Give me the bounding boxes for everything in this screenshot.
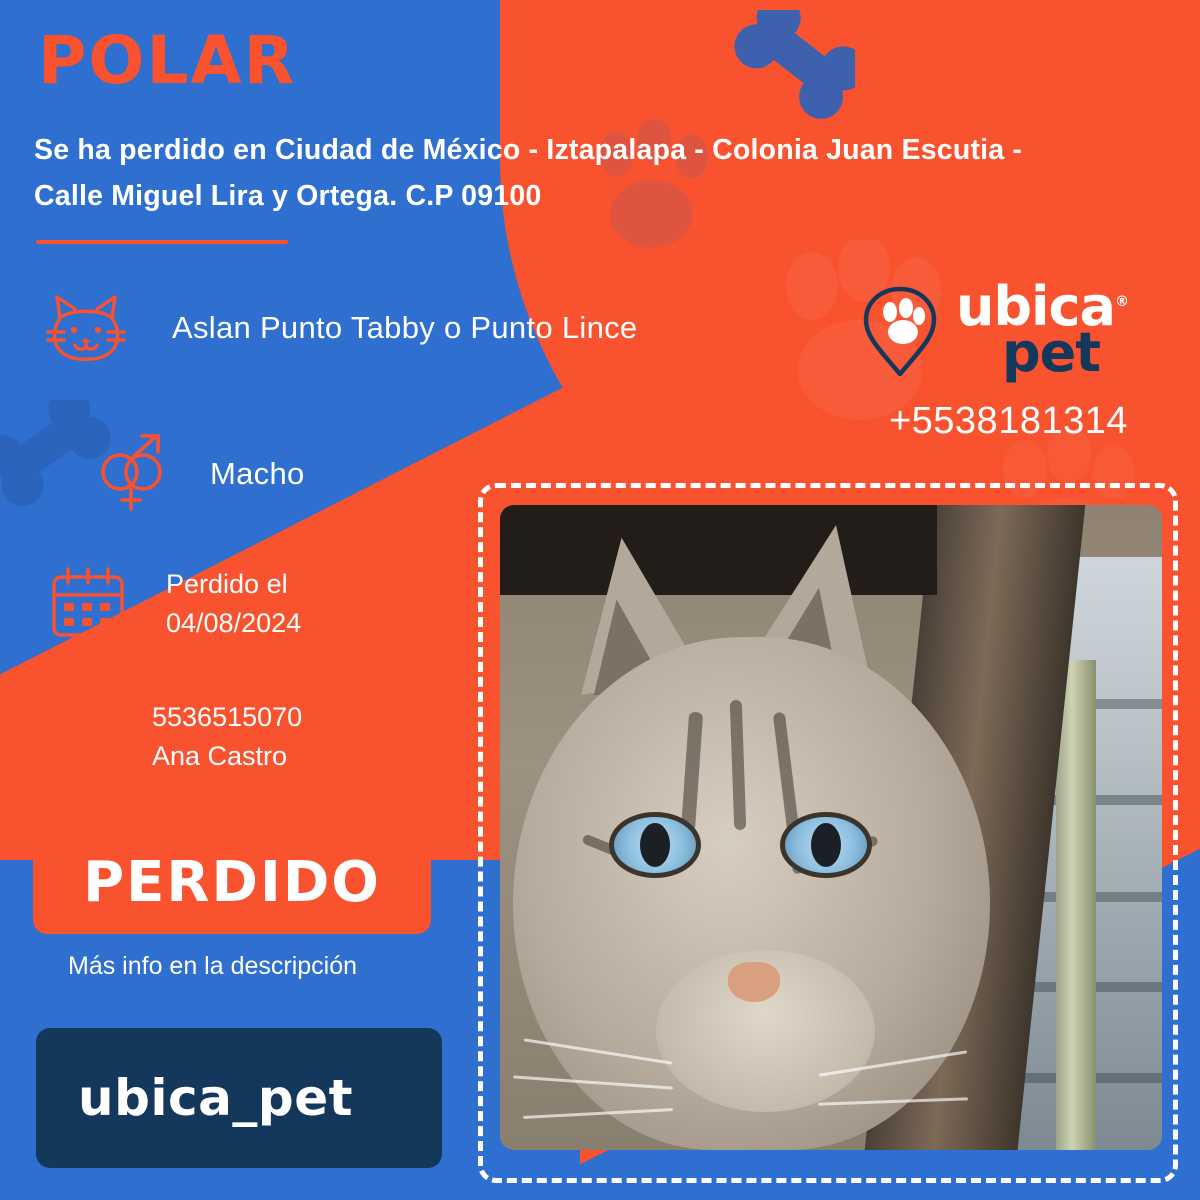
page-title: POLAR xyxy=(38,22,297,99)
brand-wordmark xyxy=(955,274,1128,384)
calendar-icon xyxy=(48,565,128,641)
sex-row xyxy=(90,432,305,516)
lost-date-row xyxy=(48,565,301,643)
more-info-text: Más info en la descripción xyxy=(68,952,358,980)
registered-mark: ® xyxy=(1115,293,1128,310)
status-badge: PERDIDO xyxy=(33,830,431,934)
breed-value: Aslan Punto Tabby o Punto Lince xyxy=(172,310,638,345)
social-handle: ubica_pet xyxy=(78,1069,354,1127)
contact-name-value: Ana Castro xyxy=(152,741,288,772)
cat-face-icon xyxy=(44,288,128,368)
lost-location-text: Se ha perdido en Ciudad de México - Iztapalapa - Colonia Juan Escutia - Calle Miguel Lira y Ortega. C.P 09100 xyxy=(34,134,1023,212)
brand-phone: +5538181314 xyxy=(888,400,1128,442)
lost-date-label: Perdido el xyxy=(166,569,288,599)
bone-icon xyxy=(725,10,855,130)
lost-date-text xyxy=(166,565,301,643)
mobile-phone-icon xyxy=(60,698,114,780)
contact-text xyxy=(152,698,302,776)
divider xyxy=(36,240,288,244)
breed-row xyxy=(44,288,637,368)
social-handle-box[interactable] xyxy=(36,1028,442,1168)
contact-phone-value: 5536515070 xyxy=(152,702,303,732)
brand-word-bottom: pet xyxy=(1001,321,1101,384)
pet-photo xyxy=(500,505,1162,1150)
contact-row xyxy=(60,698,302,780)
sex-value: Macho xyxy=(210,456,305,491)
location-pin-paw-icon xyxy=(854,282,946,378)
brand-word-top: ubica® xyxy=(955,274,1128,338)
gender-male-female-icon xyxy=(90,432,174,516)
lost-date-value: 04/08/2024 xyxy=(166,608,302,639)
brand-logo xyxy=(854,274,1128,384)
